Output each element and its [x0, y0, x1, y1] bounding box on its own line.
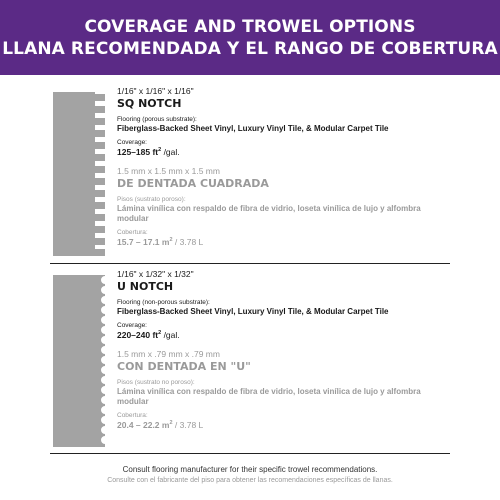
coverage-range-en: 125–185 ft [117, 147, 159, 157]
u-notch-details [117, 269, 452, 431]
footer-note-en: Consult flooring manufacturer for their specific trowel recommendations. [122, 465, 378, 474]
coverage-unit-en: /gal. [163, 147, 180, 157]
flooring-label-en: Flooring (porous substrate): [117, 116, 197, 123]
flooring-types-en: Fiberglass-Backed Sheet Vinyl, Luxury Vinyl Tile, & Modular Carpet Tile [117, 307, 389, 316]
trowel-size-en: 1/16" x 1/32" x 1/32" [117, 269, 194, 279]
trowel-name-en: SQ NOTCH [117, 97, 182, 110]
coverage-unit-es: / 3.78 L [174, 420, 204, 430]
coverage-label-en: Coverage: [117, 322, 147, 329]
flooring-label-es: Pisos (sustrato no poroso): [117, 379, 195, 386]
coverage-value-en: 220–240 $ft^2$ /gal. [117, 330, 180, 340]
coverage-value-es: 15.7 – 17.1 $m^2 / 3.78$ L [117, 237, 204, 247]
coverage-label-en: Coverage: [117, 139, 147, 146]
trowel-name-es: CON DENTADA EN "U" [117, 360, 251, 373]
coverage-label-es: Cobertura: [117, 229, 148, 236]
flooring-label-en: Flooring (non-porous substrate): [117, 299, 210, 306]
footer-note-es: Consulte con el fabricante del piso para obtener las recomendaciones específicas de llanas. [107, 477, 393, 484]
trowel-name-es: DE DENTADA CUADRADA [117, 177, 269, 190]
square-notch-trowel-icon [53, 92, 105, 256]
trowel-size-en: 1/16" x 1/16" x 1/16" [117, 86, 194, 96]
coverage-label-es: Cobertura: [117, 412, 148, 419]
trowel-size-es: 1.5 mm x 1.5 mm x 1.5 mm [117, 166, 220, 176]
section-divider [50, 263, 450, 264]
banner-title-es: LLANA RECOMENDADA Y EL RANGO DE COBERTURA [2, 38, 498, 59]
flooring-label-es: Pisos (sustrato poroso): [117, 196, 186, 203]
flooring-types-es: Lámina vinílica con respaldo de fibra de vidrio, loseta vinílica de lujo y alfombra modular [117, 204, 421, 223]
flooring-types-en: Fiberglass-Backed Sheet Vinyl, Luxury Vinyl Tile, & Modular Carpet Tile [117, 124, 389, 133]
coverage-unit-en: /gal. [163, 330, 180, 340]
footer-note [0, 465, 500, 485]
coverage-range-es: 15.7 – 17.1 m [117, 237, 170, 247]
trowel-name-en: U NOTCH [117, 280, 174, 293]
coverage-value-es: 20.4 – 22.2 $m^2 / 3.78$ L [117, 420, 204, 430]
coverage-range-es: 20.4 – 22.2 m [117, 420, 170, 430]
trowel-section-square-notch [50, 86, 450, 258]
header-banner [0, 0, 500, 75]
square-notch-details [117, 86, 452, 248]
banner-title-en: COVERAGE AND TROWEL OPTIONS [84, 16, 416, 37]
coverage-unit-es: / 3.78 L [174, 237, 204, 247]
trowel-section-u-notch [50, 269, 450, 449]
flooring-types-es: Lámina vinílica con respaldo de fibra de vidrio, loseta vinílica de lujo y alfombra modular [117, 387, 421, 406]
trowel-size-es: 1.5 mm x .79 mm x .79 mm [117, 349, 220, 359]
section-divider [50, 453, 450, 454]
coverage-range-en: 220–240 ft [117, 330, 159, 340]
coverage-value-en: 125–185 $ft^2$ /gal. [117, 147, 180, 157]
u-notch-trowel-icon [53, 275, 105, 447]
